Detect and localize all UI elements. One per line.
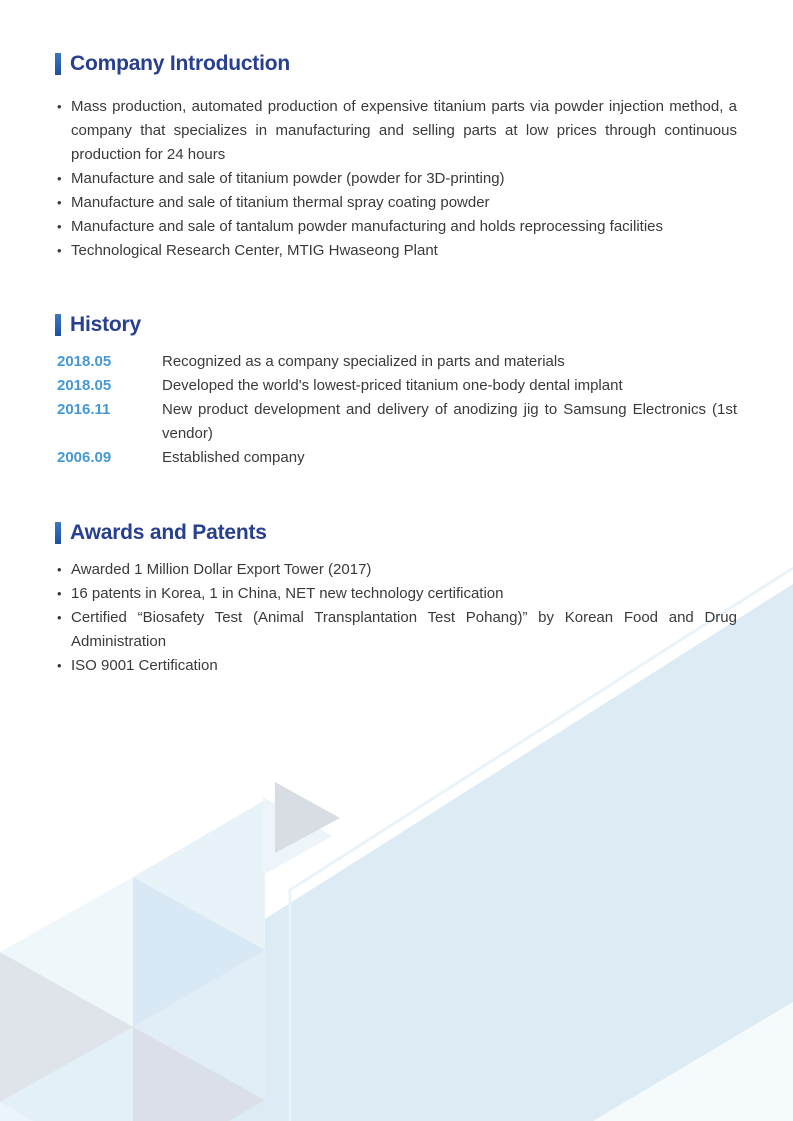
history-text: Established company xyxy=(162,449,305,466)
bullet-text: Mass production, automated production of expensive titanium parts via powder injection method, a company that specializes in manufacturing and selling parts at low prices through continuous production for 24 hours xyxy=(71,98,737,163)
section-header xyxy=(55,314,737,336)
section-header xyxy=(55,522,737,544)
bullet-text: Awarded 1 Million Dollar Export Tower (2017) xyxy=(71,561,372,578)
list-item xyxy=(57,239,737,263)
bullet-marker: • xyxy=(57,171,62,186)
section-company-introduction xyxy=(55,53,737,263)
bullet-marker: • xyxy=(57,658,62,673)
list-item xyxy=(57,582,737,606)
section-title-bar xyxy=(55,522,61,544)
history-text: Recognized as a company specialized in parts and materials xyxy=(162,353,565,370)
list-item xyxy=(57,191,737,215)
bullet-text: 16 patents in Korea, 1 in China, NET new technology certification xyxy=(71,585,504,602)
section-history xyxy=(55,314,737,470)
section-awards-and-patents xyxy=(55,522,737,678)
bullet-text: Manufacture and sale of titanium powder (powder for 3D-printing) xyxy=(71,170,505,187)
history-date: 2006.09 xyxy=(57,449,112,466)
list-item xyxy=(57,167,737,191)
bullet-marker: • xyxy=(57,243,62,258)
section-title-bar xyxy=(55,314,61,336)
list-item xyxy=(57,215,737,239)
section-title: History xyxy=(70,313,141,336)
history-row xyxy=(57,398,737,446)
history-text: New product development and delivery of anodizing jig to Samsung Electronics (1st vendor) xyxy=(162,401,737,442)
bullet-marker: • xyxy=(57,562,62,577)
list-item xyxy=(57,95,737,167)
history-row xyxy=(57,374,737,398)
bullet-marker: • xyxy=(57,219,62,234)
history-list xyxy=(55,350,737,470)
bullet-marker: • xyxy=(57,586,62,601)
bullet-text: Certified “Biosafety Test (Animal Transplantation Test Pohang)” by Korean Food and Drug Administration xyxy=(71,609,737,650)
intro-bullet-list xyxy=(55,95,737,263)
awards-bullet-list xyxy=(55,558,737,678)
history-date: 2016.11 xyxy=(57,401,111,418)
bullet-marker: • xyxy=(57,610,62,625)
bullet-text: Manufacture and sale of titanium thermal spray coating powder xyxy=(71,194,490,211)
bullet-text: Manufacture and sale of tantalum powder manufacturing and holds reprocessing facilities xyxy=(71,218,664,235)
section-title: Company Introduction xyxy=(70,52,290,75)
bullet-marker: • xyxy=(57,195,62,210)
section-title-bar xyxy=(55,53,61,75)
history-date: 2018.05 xyxy=(57,353,112,370)
list-item xyxy=(57,606,737,654)
bullet-text: Technological Research Center, MTIG Hwaseong Plant xyxy=(71,242,438,259)
history-text: Developed the world's lowest-priced titanium one-body dental implant xyxy=(162,377,623,394)
list-item xyxy=(57,558,737,582)
section-header xyxy=(55,53,737,75)
history-row xyxy=(57,446,737,470)
history-date: 2018.05 xyxy=(57,377,112,394)
bullet-marker: • xyxy=(57,99,62,114)
list-item xyxy=(57,654,737,678)
section-title: Awards and Patents xyxy=(70,521,267,544)
history-row xyxy=(57,350,737,374)
bullet-text: ISO 9001 Certification xyxy=(71,657,218,674)
